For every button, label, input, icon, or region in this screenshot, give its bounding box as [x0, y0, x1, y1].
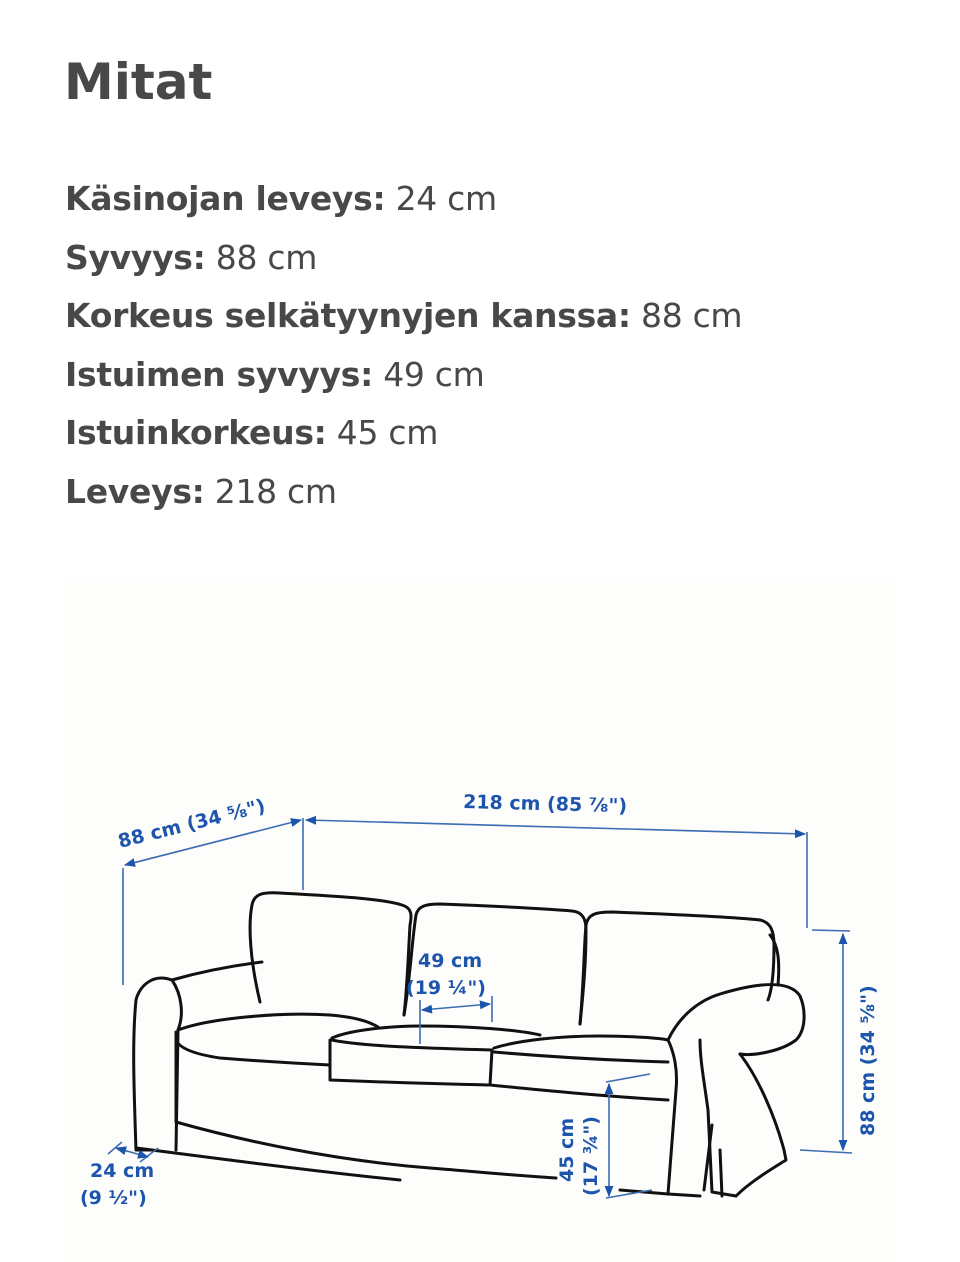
spec-seat-height: [65, 404, 742, 463]
spec-width: [65, 463, 742, 522]
depth-label: 88 cm (34 ⅝"): [115, 795, 268, 853]
seat-depth-cm-label: 49 cm: [418, 950, 483, 972]
height-label: 88 cm (34 ⅝"): [857, 985, 879, 1136]
armrest-in-label: (9 ½"): [80, 1187, 147, 1209]
spec-label: Leveys:: [65, 471, 205, 511]
spec-value: 88 cm: [215, 237, 318, 277]
spec-label: Käsinojan leveys:: [65, 179, 386, 218]
spec-armrest-width: [65, 170, 742, 229]
dimension-list: [65, 170, 742, 522]
page-title: Mitat: [64, 53, 213, 111]
sofa-drawing: [64, 582, 895, 1262]
dimension-diagram[interactable]: [64, 582, 895, 1262]
spec-value: 24 cm: [395, 179, 497, 218]
spec-depth: [65, 229, 742, 288]
spec-value: 49 cm: [383, 354, 485, 394]
spec-label: Syvyys:: [65, 237, 206, 277]
seat-height-cm-label: 45 cm: [556, 1117, 578, 1182]
spec-value: 45 cm: [336, 413, 439, 453]
armrest-cm-label: 24 cm: [90, 1160, 155, 1182]
sofa-outline: [134, 893, 804, 1196]
spec-height-with-back-cushions: [65, 287, 742, 346]
spec-value: 88 cm: [641, 296, 743, 336]
spec-label: Korkeus selkätyynyjen kanssa:: [65, 296, 631, 336]
spec-label: Istuimen syvyys:: [65, 354, 373, 394]
spec-seat-depth: [65, 346, 742, 405]
seat-depth-in-label: (19 ¼"): [406, 977, 486, 999]
seat-height-in-label: (17 ¾"): [580, 1116, 602, 1196]
spec-label: Istuinkorkeus:: [65, 413, 327, 453]
width-label: 218 cm (85 ⅞"): [462, 791, 628, 818]
dimension-lines: [108, 818, 852, 1198]
spec-value: 218 cm: [214, 471, 337, 511]
